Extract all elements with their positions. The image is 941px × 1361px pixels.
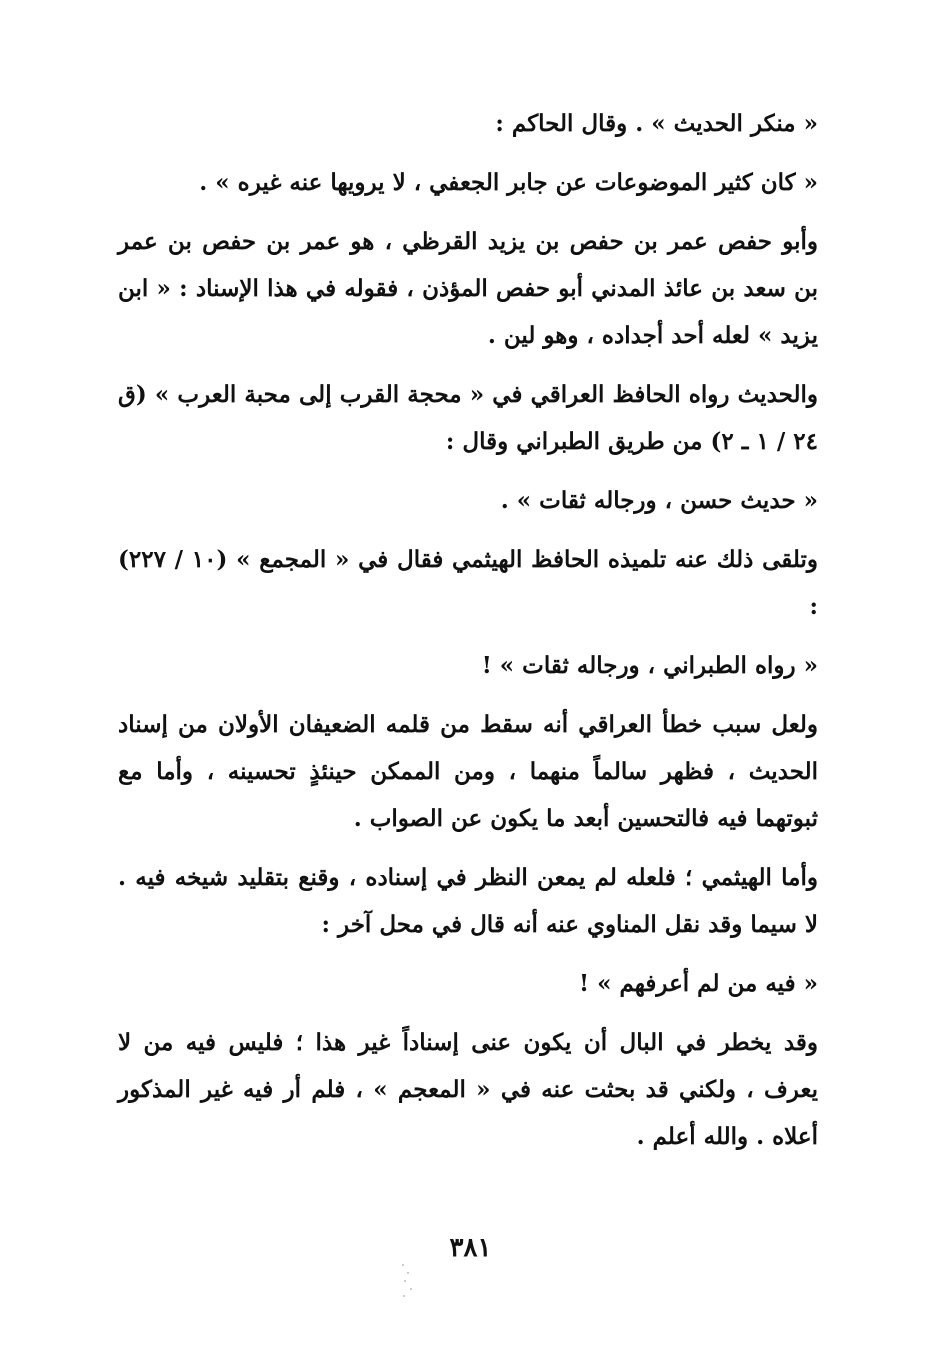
page-number: ٣٨١ [449,1233,492,1263]
paragraph-error-cause: ولعل سبب خطأ العراقي أنه سقط من قلمه الضعيفان الأولان من إسناد الحديث ، فظهر سالماً منهما ، ومن الممكن حينئذٍ تحسينه ، وأما مع ثبوتهما فيه فالتحسين أبعد ما يكون عن الصواب . [118,711,818,832]
quote-hakim: « كان كثير الموضوعات عن جابر الجعفي ، لا يرويها عنه غيره » . [199,169,818,196]
quote-unknown: « فيه من لم أعرفهم » ! [578,970,818,997]
quote-tabarani: « رواه الطبراني ، ورجاله ثقات » ! [481,652,818,679]
quote-hasan: « حديث حسن ، ورجاله ثقات » . [500,487,818,514]
paragraph-abu-hafs: وأبو حفص عمر بن حفص بن يزيد القرظي ، هو عمر بن حفص بن عمر بن سعد بن عائذ المدني أبو حفص المؤذن ، فقوله في هذا الإسناد : « ابن يزيد » لعله أحد أجداده ، وهو لين . [118,228,818,349]
paragraph-haythami: وتلقى ذلك عنه تلميذه الحافظ الهيثمي فقال في « المجمع » (١٠ / ٢٢٧) : [118,546,818,620]
page-body [118,100,818,1160]
paragraph-haythami-taqlid: وأما الهيثمي ؛ فلعله لم يمعن النظر في إسناده ، وقنع بتقليد شيخه فيه . لا سيما وقد نقل المناوي عنه أنه قال في محل آخر : [118,864,818,938]
paragraph-iraqi: والحديث رواه الحافظ العراقي في « محجة القرب إلى محبة العرب » (ق ٢٤ / ١ ـ ٢) من طريق الطبراني وقال : [118,381,818,455]
paragraph-conclusion: وقد يخطر في البال أن يكون عنى إسناداً غير هذا ؛ فليس فيه من لا يعرف ، ولكني قد بحثت عنه في « المعجم » ، فلم أر فيه غير المذكور أعلاه . والله أعلم . [118,1029,818,1150]
quote-munkar: « منكر الحديث » . وقال الحاكم : [495,110,818,137]
scan-specks [398,1262,418,1302]
